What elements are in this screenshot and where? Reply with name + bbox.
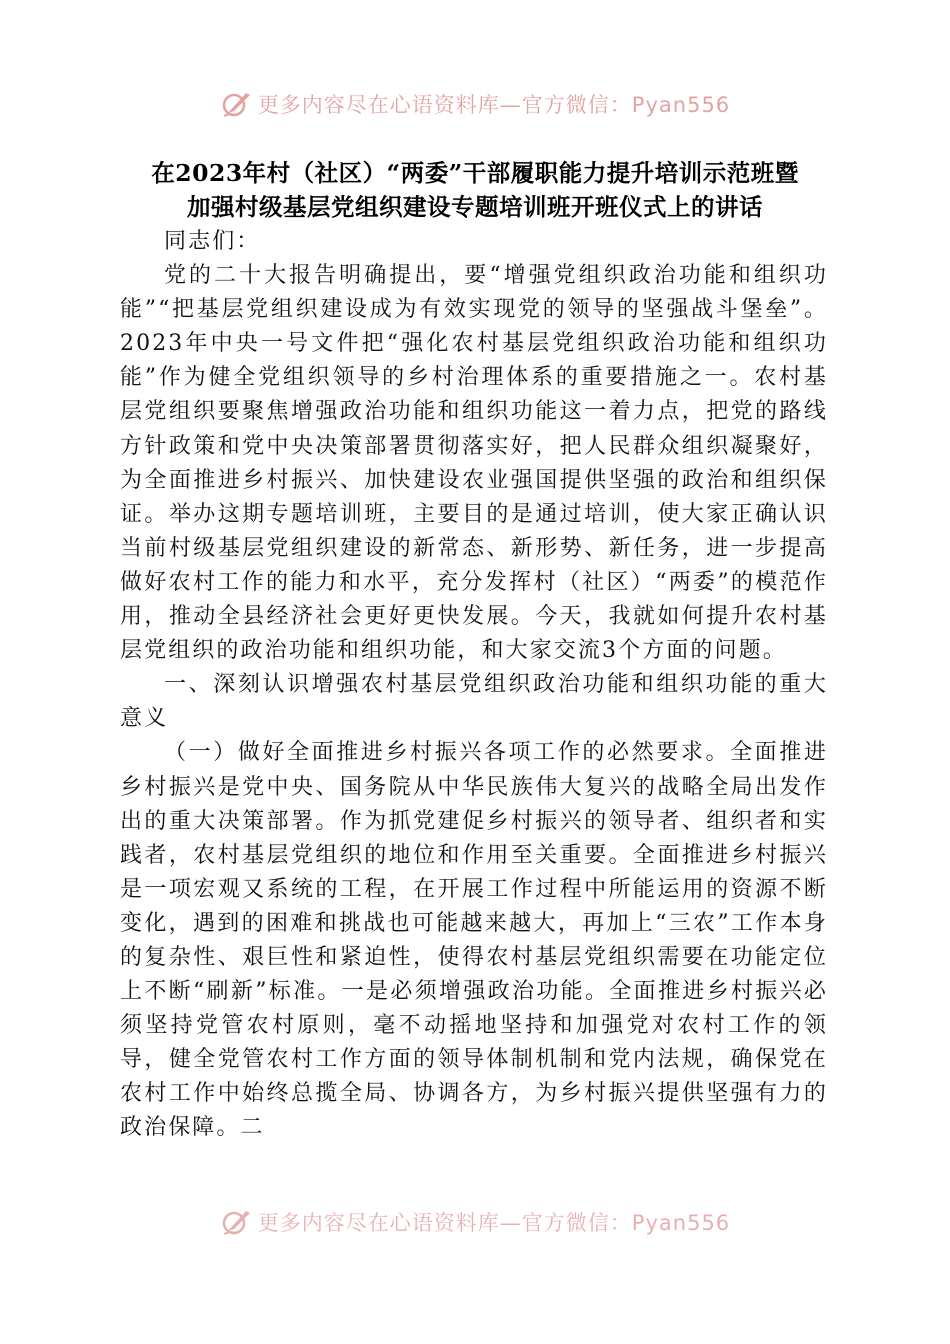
section-heading-1: 一、深刻认识增强农村基层党组织政治功能和组织功能的重大意义 bbox=[120, 672, 828, 732]
watermark-text: 更多内容尽在心语资料库—官方微信：Pyan556 bbox=[257, 1211, 731, 1235]
greeting: 同志们： bbox=[164, 229, 261, 254]
watermark-header bbox=[0, 84, 950, 124]
document-title-line-1: 在2023年村（社区）“两委”干部履职能力提升培训示范班暨 bbox=[151, 159, 799, 187]
quill-logo-icon bbox=[220, 1207, 254, 1237]
watermark-text: 更多内容尽在心语资料库—官方微信：Pyan556 bbox=[257, 93, 731, 117]
watermark-footer bbox=[0, 1202, 950, 1242]
paragraph-1-1: （一）做好全面推进乡村振兴各项工作的必然要求。全面推进乡村振兴是党中央、国务院从中华民族伟大复兴的战略全局出发作出的重大决策部署。作为抓党建促乡村振兴的领导者、组织者和实践者，农村基层党组织的地位和作用至关重要。全面推进乡村振兴是一项宏观又系统的工程，在开展工作过程中所能运用的资源不断变化，遇到的困难和挑战也可能越来越大，再加上“三农”工作本身的复杂性、艰巨性和紧迫性，使得农村基层党组织需要在功能定位上不断“刷新”标准。一是必须增强政治功能。全面推进乡村振兴必须坚持党管农村原则，毫不动摇地坚持和加强党对农村工作的领导，健全党管农村工作方面的领导体制机制和党内法规，确保党在农村工作中始终总揽全局、协调各方，为乡村振兴提供坚强有力的政治保障。二 bbox=[120, 740, 828, 1141]
document-title-line-2: 加强村级基层党组织建设专题培训班开班仪式上的讲话 bbox=[187, 193, 763, 221]
paragraph-intro: 党的二十大报告明确提出，要“增强党组织政治功能和组织功能”“把基层党组织建设成为有效实现党的领导的坚强战斗堡垒”。2023年中央一号文件把“强化农村基层党组织政治功能和组织功能”作为健全党组织领导的乡村治理体系的重要措施之一。农村基层党组织要聚焦增强政治功能和组织功能这一着力点，把党的路线方针政策和党中央决策部署贯彻落实好，把人民群众组织凝聚好，为全面推进乡村振兴、加快建设农业强国提供坚强的政治和组织保证。举办这期专题培训班，主要目的是通过培训，使大家正确认识当前村级基层党组织建设的新常态、新形势、新任务，进一步提高做好农村工作的能力和水平，充分发挥村（社区）“两委”的模范作用，推动全县经济社会更好更快发展。今天，我就如何提升农村基层党组织的政治功能和组织功能，和大家交流3个方面的问题。 bbox=[120, 263, 828, 664]
document-body bbox=[120, 225, 828, 1146]
quill-logo-icon bbox=[220, 89, 254, 119]
